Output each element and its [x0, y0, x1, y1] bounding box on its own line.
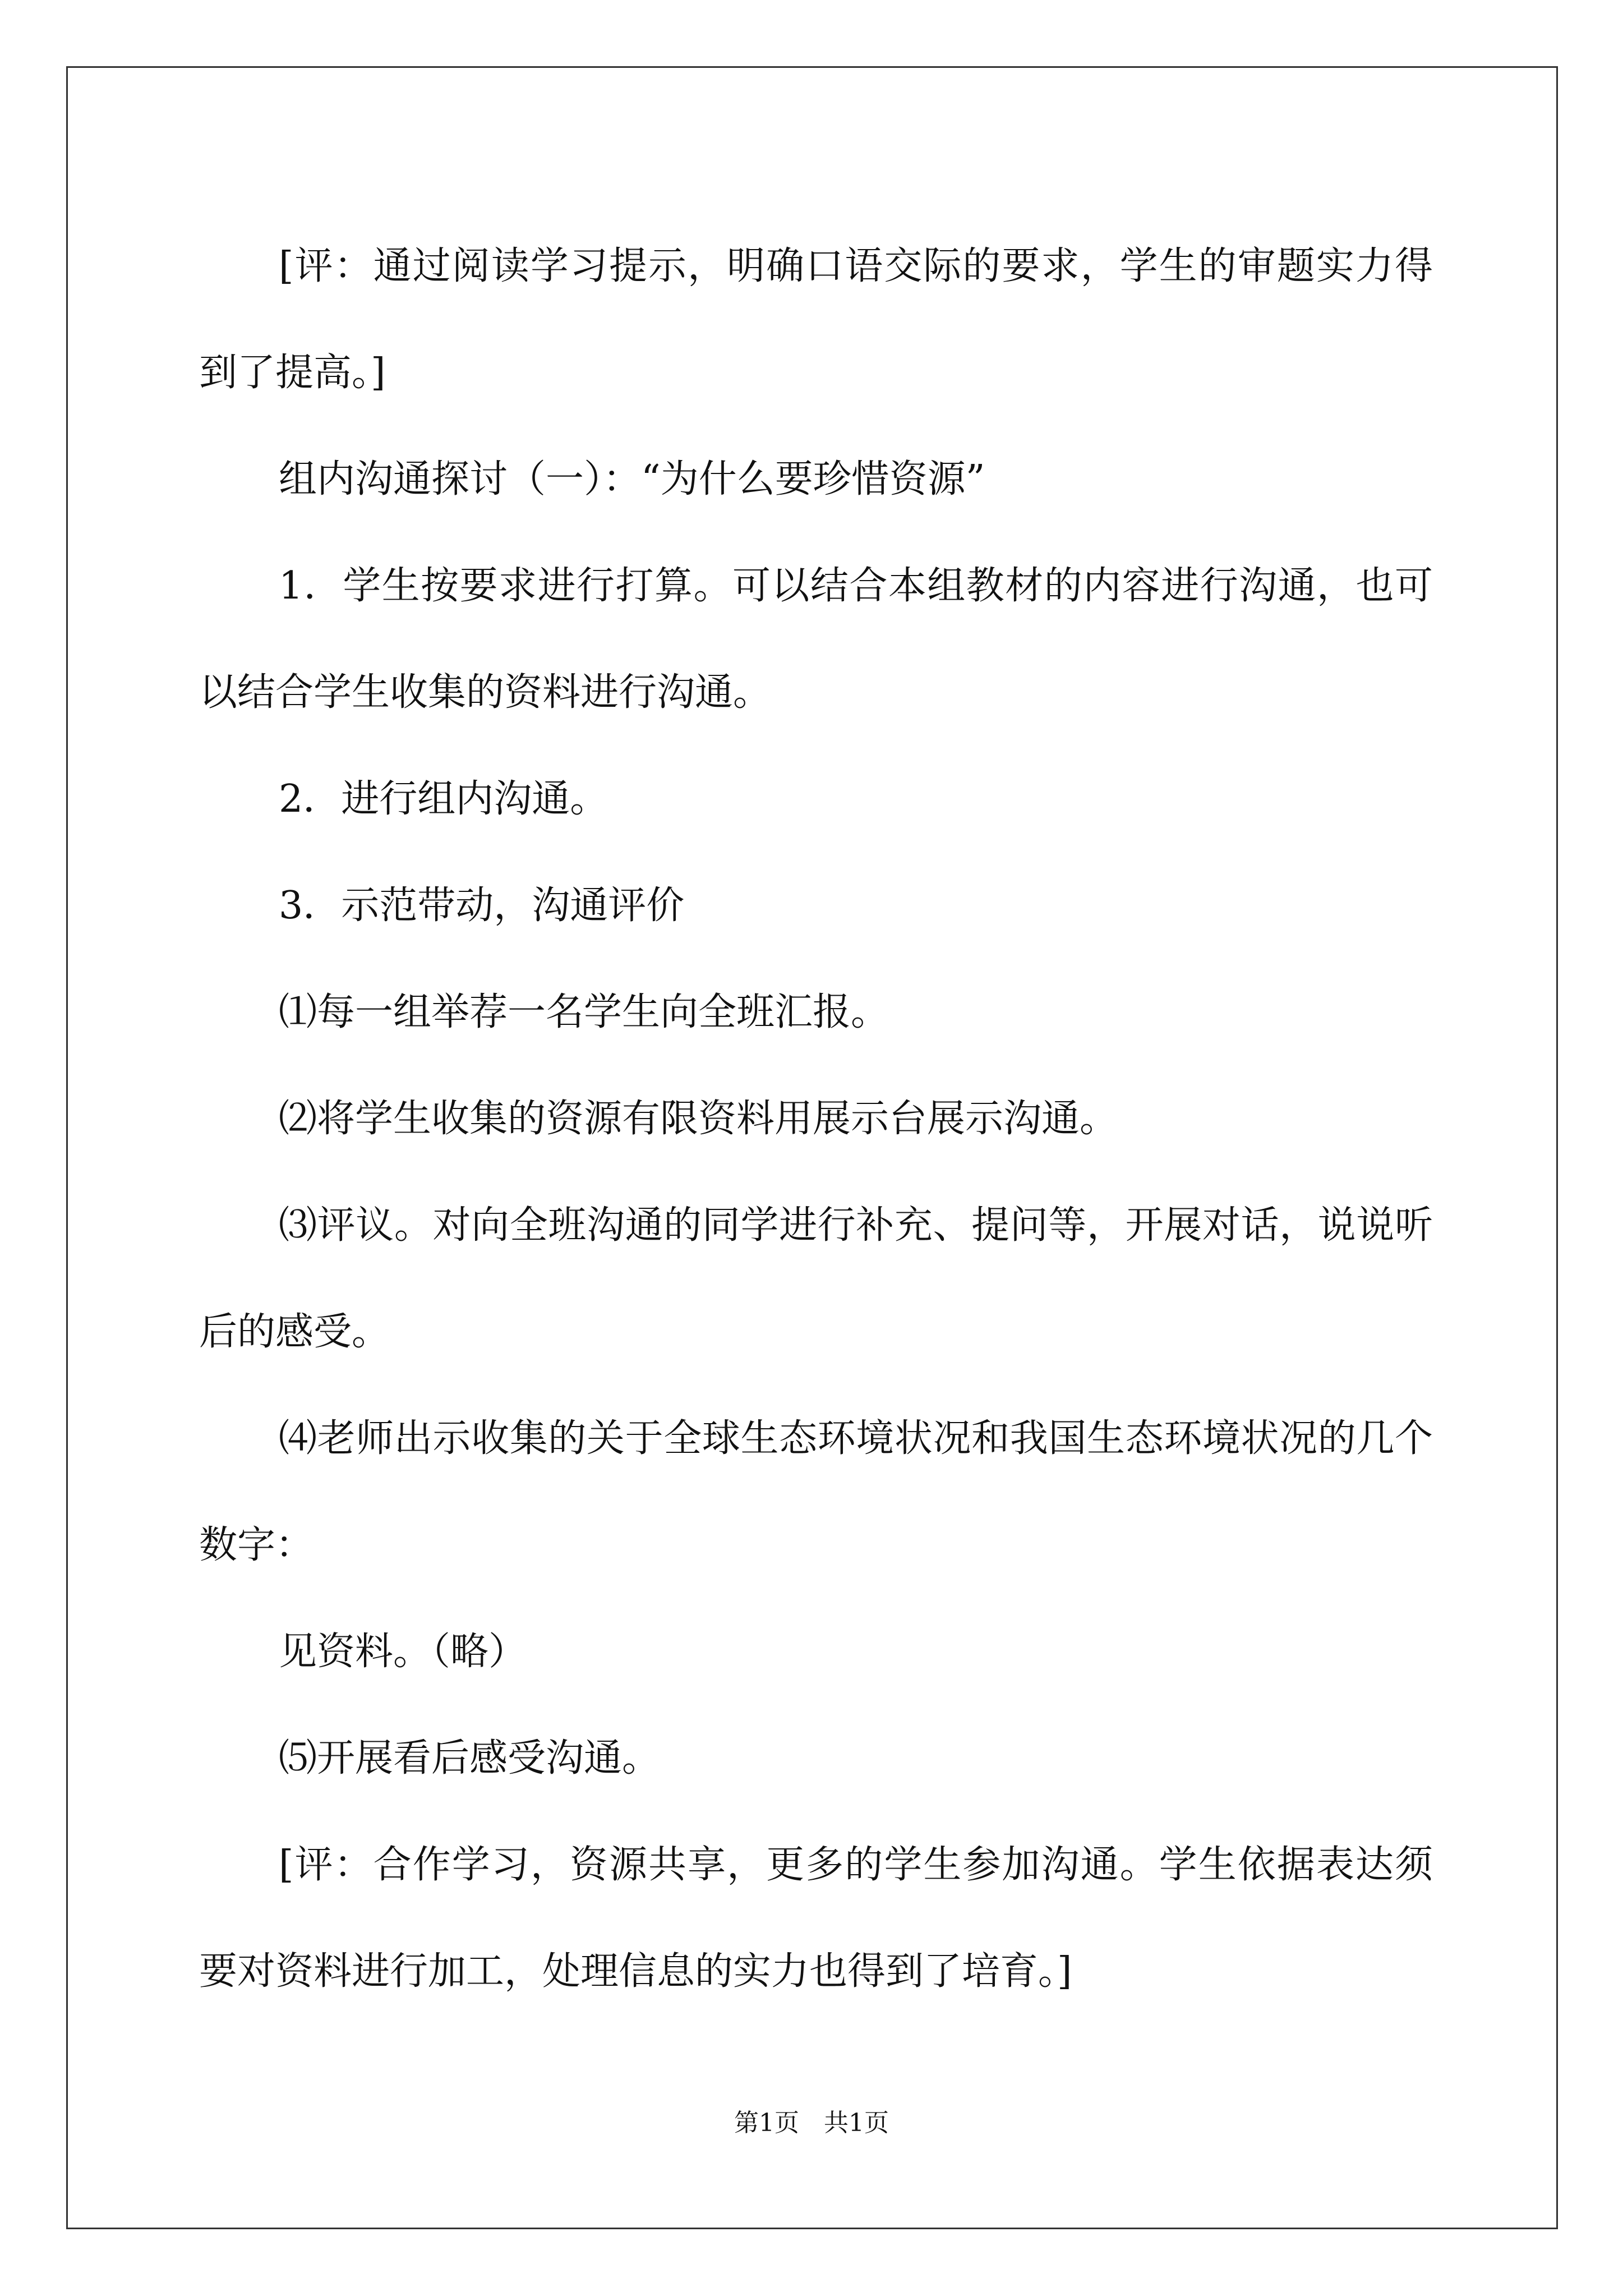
paragraph-substep-3: ⑶评议。对向全班沟通的同学进行补充、提问等，开展对话，说说听后的感受。	[199, 1203, 1433, 1354]
paragraph-substep-1: ⑴每一组举荐一名学生向全班汇报。	[279, 990, 889, 1034]
paragraph-substep-4: ⑷老师出示收集的关于全球生态环境状况和我国生态环境状况的几个数字：	[199, 1416, 1433, 1567]
paragraph-comment-2: [评：合作学习，资源共享，更多的学生参加沟通。学生依据表达须要对资料进行加工，处理信息的实力也得到了培育。]	[199, 1843, 1433, 1994]
paragraph-see-material: 见资料。（略）	[279, 1630, 527, 1674]
paragraph-step-1: 1．学生按要求进行打算。可以结合本组教材的内容进行沟通，也可以结合学生收集的资料进行沟通。	[199, 564, 1433, 715]
paragraph-step-3: 3．示范带动，沟通评价	[279, 884, 685, 928]
paragraph-substep-2: ⑵将学生收集的资源有限资料用展示台展示沟通。	[279, 1097, 1118, 1141]
paragraph-comment-1: [评：通过阅读学习提示，明确口语交际的要求，学生的审题实力得到了提高。]	[199, 244, 1433, 395]
document-body	[199, 213, 1433, 2025]
paragraph-substep-5: ⑸开展看后感受沟通。	[279, 1736, 661, 1780]
paragraph-step-2: 2．进行组内沟通。	[279, 777, 608, 821]
paragraph-section-heading: 组内沟通探讨（一）：“为什么要珍惜资源”	[279, 457, 985, 501]
page-footer: 第1页 共1页	[734, 2109, 889, 2137]
